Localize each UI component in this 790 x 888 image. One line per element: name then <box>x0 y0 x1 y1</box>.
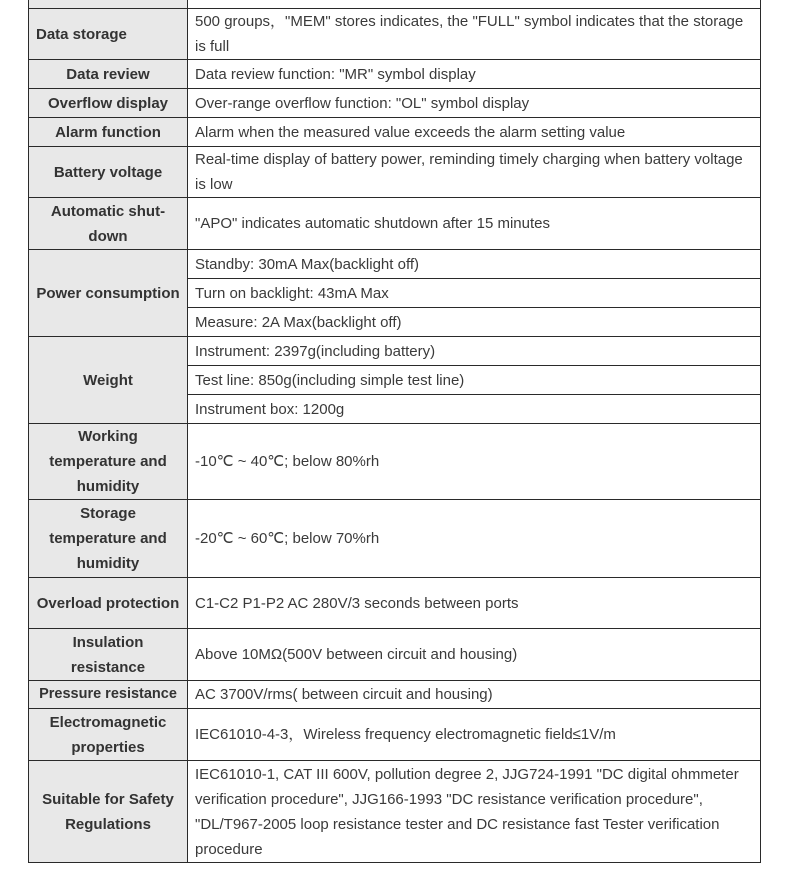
row-value <box>188 0 761 9</box>
row-value: Measure: 2A Max(backlight off) <box>188 308 761 337</box>
row-value: "APO" indicates automatic shutdown after 15 minutes <box>188 198 761 250</box>
row-value: Over-range overflow function: "OL" symbol display <box>188 89 761 118</box>
table-row-weight <box>29 337 761 366</box>
table-row-insulation-resistance <box>29 629 761 681</box>
row-value: Instrument box: 1200g <box>188 395 761 424</box>
row-label: Alarm function <box>29 118 188 147</box>
table-row-data-review <box>29 60 761 89</box>
row-value: Data review function: "MR" symbol display <box>188 60 761 89</box>
row-value: IEC61010-1, CAT III 600V, pollution degree 2, JJG724-1991 "DC digital ohmmeter verification procedure", JJG166-1993 "DC resistance verification procedure", "DL/T967-2005 loop resistance tester and DC resistance fast Tester verification procedure <box>188 761 761 863</box>
table-row-electromagnetic-properties <box>29 709 761 761</box>
row-value: Real-time display of battery power, reminding timely charging when battery voltage is low <box>188 147 761 198</box>
table-row-working-temperature <box>29 424 761 500</box>
row-value: Turn on backlight: 43mA Max <box>188 279 761 308</box>
row-label: Electromagnetic properties <box>29 709 188 761</box>
row-value: Instrument: 2397g(including battery) <box>188 337 761 366</box>
row-value: -20℃ ~ 60℃; below 70%rh <box>188 500 761 578</box>
row-label: Automatic shut-down <box>29 198 188 250</box>
row-label: Storage temperature and humidity <box>29 500 188 578</box>
specification-table <box>28 0 761 863</box>
row-label: Battery voltage <box>29 147 188 198</box>
row-value: -10℃ ~ 40℃; below 80%rh <box>188 424 761 500</box>
row-value: Standby: 30mA Max(backlight off) <box>188 250 761 279</box>
row-label: Pressure resistance <box>29 681 188 709</box>
row-value: Alarm when the measured value exceeds the alarm setting value <box>188 118 761 147</box>
row-value: C1-C2 P1-P2 AC 280V/3 seconds between ports <box>188 578 761 629</box>
row-label: Working temperature and humidity <box>29 424 188 500</box>
table-row-safety-regulations <box>29 761 761 863</box>
row-label: Suitable for Safety Regulations <box>29 761 188 863</box>
row-label: Overflow display <box>29 89 188 118</box>
table-row-storage-temperature <box>29 500 761 578</box>
row-label <box>29 0 188 9</box>
table-row-pressure-resistance <box>29 681 761 709</box>
row-value: Test line: 850g(including simple test line) <box>188 366 761 395</box>
row-value: 500 groups，"MEM" stores indicates, the "FULL" symbol indicates that the storage is full <box>188 9 761 60</box>
table-row-data-storage <box>29 9 761 60</box>
row-label: Data storage <box>29 9 188 60</box>
row-label: Data review <box>29 60 188 89</box>
row-label: Insulation resistance <box>29 629 188 681</box>
table-row-battery-voltage <box>29 147 761 198</box>
table-row-overload-protection <box>29 578 761 629</box>
row-value: IEC61010-4-3，Wireless frequency electromagnetic field≤1V/m <box>188 709 761 761</box>
row-label: Weight <box>29 337 188 424</box>
row-value: AC 3700V/rms( between circuit and housing) <box>188 681 761 709</box>
table-row-partial <box>29 0 761 9</box>
table-row-alarm-function <box>29 118 761 147</box>
row-label: Overload protection <box>29 578 188 629</box>
row-label: Power consumption <box>29 250 188 337</box>
table-row-overflow-display <box>29 89 761 118</box>
table-row-automatic-shutdown <box>29 198 761 250</box>
row-value: Above 10MΩ(500V between circuit and housing) <box>188 629 761 681</box>
table-row-power-consumption <box>29 250 761 279</box>
